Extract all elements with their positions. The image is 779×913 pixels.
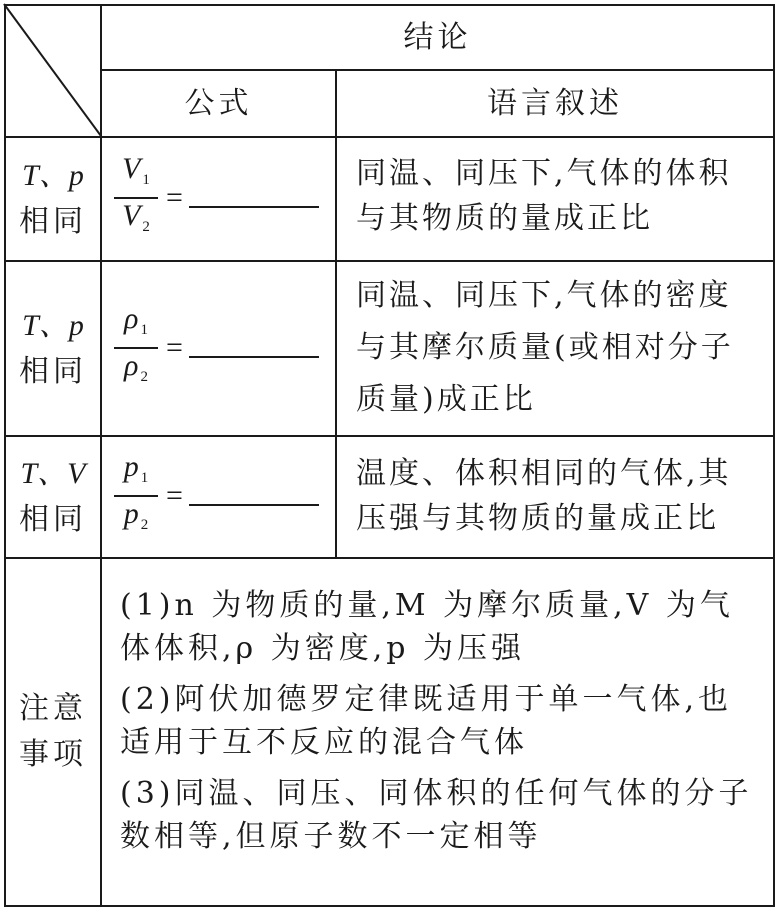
equals-sign: =	[166, 181, 183, 214]
table-border-right	[773, 4, 775, 907]
note-item-1: (1)n 为物质的量,M 为摩尔质量,V 为气体体积,ρ 为密度,p 为压强	[120, 588, 734, 666]
row-3-formula	[114, 448, 319, 544]
notes-list	[120, 584, 760, 858]
condition-vars: T、p	[22, 308, 84, 342]
condition-same: 相同	[19, 204, 87, 239]
header-formula: 公式	[184, 85, 253, 121]
row-3-condition	[6, 437, 100, 557]
row-divider-3	[4, 435, 775, 437]
row-1-condition	[6, 138, 100, 260]
row-1-narration: 同温、同压下,气体的体积与其物质的量成正比	[356, 156, 732, 236]
condition-vars: T、p	[22, 159, 84, 192]
row-1-formula	[114, 150, 319, 246]
row-2-condition	[6, 262, 100, 435]
row-divider-2	[4, 260, 775, 262]
column-divider-2	[335, 70, 337, 558]
condition-same: 相同	[19, 502, 87, 537]
header-diagonal-line	[4, 4, 101, 136]
row-2-narration: 同温、同压下,气体的密度与其摩尔质量(或相对分子质量)成正比	[356, 278, 734, 417]
equals-sign: =	[166, 479, 183, 512]
density-ratio-fraction: $\frac{\rho _1}{\rho _2}$	[114, 302, 158, 394]
answer-blank[interactable]	[189, 504, 319, 506]
header-narration: 语言叙述	[487, 85, 623, 121]
header-conclusion: 结论	[403, 19, 472, 55]
pressure-ratio-fraction: $\frac{p _1}{p _2}$	[114, 450, 158, 542]
notes-label: 注意 事项	[19, 691, 87, 772]
table-border-bottom	[4, 905, 775, 907]
row-3-narration: 温度、体积相同的气体,其压强与其物质的量成正比	[356, 456, 732, 536]
row-divider-4	[4, 557, 775, 559]
row-2-formula	[114, 300, 319, 396]
answer-blank[interactable]	[189, 356, 319, 358]
condition-vars: T、V	[20, 457, 86, 490]
equals-sign: =	[166, 331, 183, 364]
condition-same: 相同	[19, 353, 87, 389]
note-item-2: (2)阿伏加德罗定律既适用于单一气体,也适用于互不反应的混合气体	[120, 682, 733, 760]
answer-blank[interactable]	[189, 206, 319, 208]
row-divider-1	[4, 136, 775, 138]
volume-ratio-fraction: $\frac{V _1}{V _2}$	[114, 152, 158, 244]
note-item-3: (3)同温、同压、同体积的任何气体的分子数相等,但原子数不一定相等	[120, 776, 753, 854]
column-divider-1	[100, 4, 102, 907]
